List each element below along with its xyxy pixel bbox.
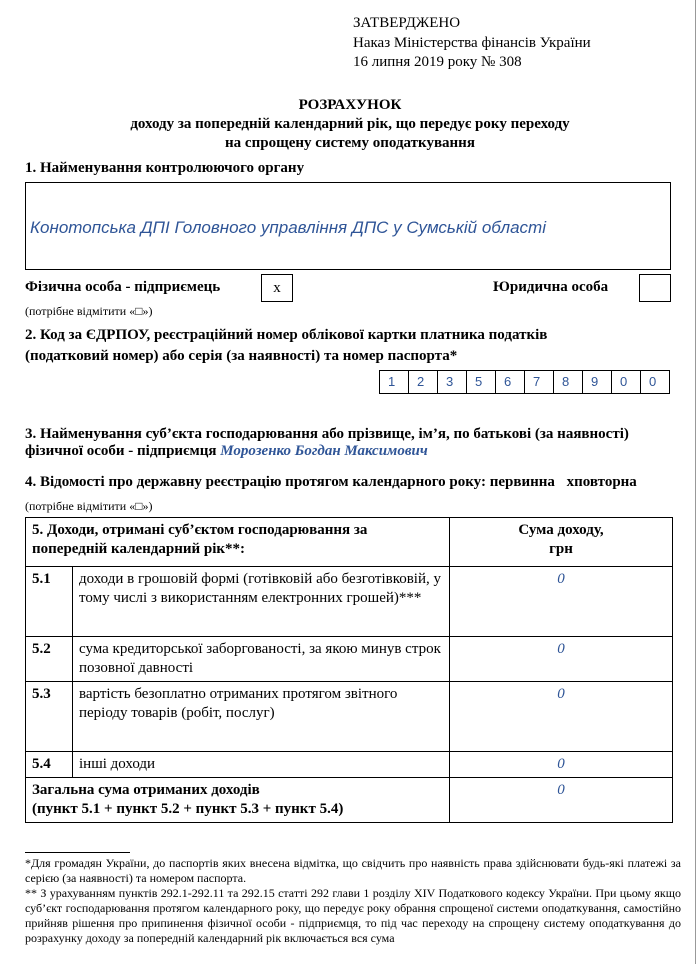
section4-repeat-mark[interactable]: x (566, 474, 575, 490)
section3-label-line2 (25, 441, 428, 462)
title-line1: РОЗРАХУНОК (298, 97, 402, 113)
table-row (26, 637, 673, 682)
tax-digit[interactable]: 0 (611, 370, 641, 394)
tax-digit[interactable]: 3 (437, 370, 467, 394)
section3-prefix: фізичної особи - підприємця (25, 443, 217, 459)
section4-repeat-label: повторна (574, 474, 637, 490)
row-value[interactable]: 0 (450, 752, 673, 778)
section2-label-line2: (податковий номер) або серія (за наявності) та номер паспорта* (25, 348, 458, 364)
table-row (26, 682, 673, 752)
section1-label: 1. Найменування контролюючого органу (25, 160, 305, 176)
table-row (26, 752, 673, 778)
tax-digit[interactable]: 8 (553, 370, 583, 394)
table-header-row (26, 518, 673, 567)
document-title (0, 96, 700, 153)
tax-digit[interactable]: 6 (495, 370, 525, 394)
table-header-right (450, 518, 673, 567)
individual-entrepreneur-checkbox[interactable]: x (261, 274, 293, 302)
title-line3: на спрощену систему оподаткування (225, 135, 475, 151)
tax-digit[interactable]: 5 (466, 370, 496, 394)
row-description: сума кредиторської заборгованості, за якою минув строк позовної давності (73, 637, 450, 682)
total-label (26, 778, 450, 823)
row-number: 5.3 (26, 682, 73, 752)
table-header-left: 5. Доходи, отримані суб’єктом господарювання за попередній календарний рік**: (26, 518, 450, 567)
legal-entity-label: Юридична особа (493, 279, 609, 295)
row-description: інші доходи (73, 752, 450, 778)
approval-line3: 16 липня 2019 року № 308 (353, 54, 522, 70)
table-total-row (26, 778, 673, 823)
row-value[interactable]: 0 (450, 637, 673, 682)
section2-label-line1: 2. Код за ЄДРПОУ, реєстраційний номер облікової картки платника податків (25, 327, 548, 343)
footnote-1: *Для громадян України, до паспортів яких внесена відмітка, що свідчить про наявність права здійснювати будь-які платежі за серією (за наявності) та номером паспорта. (25, 856, 681, 885)
legal-entity-checkbox[interactable] (639, 274, 671, 302)
section3-label-line1: 3. Найменування суб’єкта господарювання або прізвище, ім’я, по батькові (за наявності) (25, 426, 629, 442)
tax-digit[interactable]: 9 (582, 370, 612, 394)
row-number: 5.1 (26, 567, 73, 637)
total-label-line1: Загальна сума отриманих доходів (32, 782, 260, 798)
section4-note: (потрібне відмітити «□») (25, 499, 153, 513)
tax-digit[interactable]: 0 (640, 370, 670, 394)
row-number: 5.4 (26, 752, 73, 778)
total-value[interactable]: 0 (450, 778, 673, 823)
sum-header-line1: Сума доходу, (518, 522, 604, 538)
footnote-divider (25, 852, 130, 853)
section1-note: (потрібне відмітити «□») (25, 304, 153, 318)
tax-number-field[interactable] (380, 370, 670, 394)
sum-header-line2: грн (549, 541, 573, 557)
title-line2: доходу за попередній календарний рік, що передує року переходу (130, 116, 570, 132)
approval-line2: Наказ Міністерства фінансів України (353, 34, 591, 51)
footnotes (25, 856, 681, 946)
tax-digit[interactable]: 2 (408, 370, 438, 394)
income-table (25, 517, 673, 823)
approval-stamp (353, 14, 591, 73)
organ-name-value: Конотопська ДПІ Головного управління ДПС у Сумській області (30, 218, 546, 237)
section4-label (25, 472, 637, 493)
footnote-2: ** З урахуванням пунктів 292.1-292.11 та 292.15 статті 292 глави 1 розділу XIV Податкового кодексу України. При цьому якщо суб’єкт господарювання протягом календарного року, що передує року обрання спрощеної системи оподаткування, самостійно прийняв рішення про припинення фізичної особи - підприємця, то під час переходу на спрощену систему оподаткування до розрахунку доходу за попередній календарний рік включається вся сума (25, 886, 681, 945)
total-label-line2: (пункт 5.1 + пункт 5.2 + пункт 5.3 + пункт 5.4) (32, 801, 344, 817)
tax-digit[interactable]: 7 (524, 370, 554, 394)
entrepreneur-name-value[interactable]: Морозенко Богдан Максимович (220, 443, 428, 459)
row-value[interactable]: 0 (450, 567, 673, 637)
section4-text: 4. Відомості про державну реєстрацію протягом календарного року: первинна (25, 474, 555, 490)
tax-digit[interactable]: 1 (379, 370, 409, 394)
row-description: доходи в грошовій формі (готівковій або безготівковій, у тому числі з використанням електронних грошей)*** (73, 567, 450, 637)
row-value[interactable]: 0 (450, 682, 673, 752)
row-number: 5.2 (26, 637, 73, 682)
individual-entrepreneur-label: Фізична особа - підприємець (25, 279, 221, 295)
approval-line1: ЗАТВЕРДЖЕНО (353, 15, 461, 31)
row-description: вартість безоплатно отриманих протягом звітного періоду товарів (робіт, послуг) (73, 682, 450, 752)
table-row (26, 567, 673, 637)
